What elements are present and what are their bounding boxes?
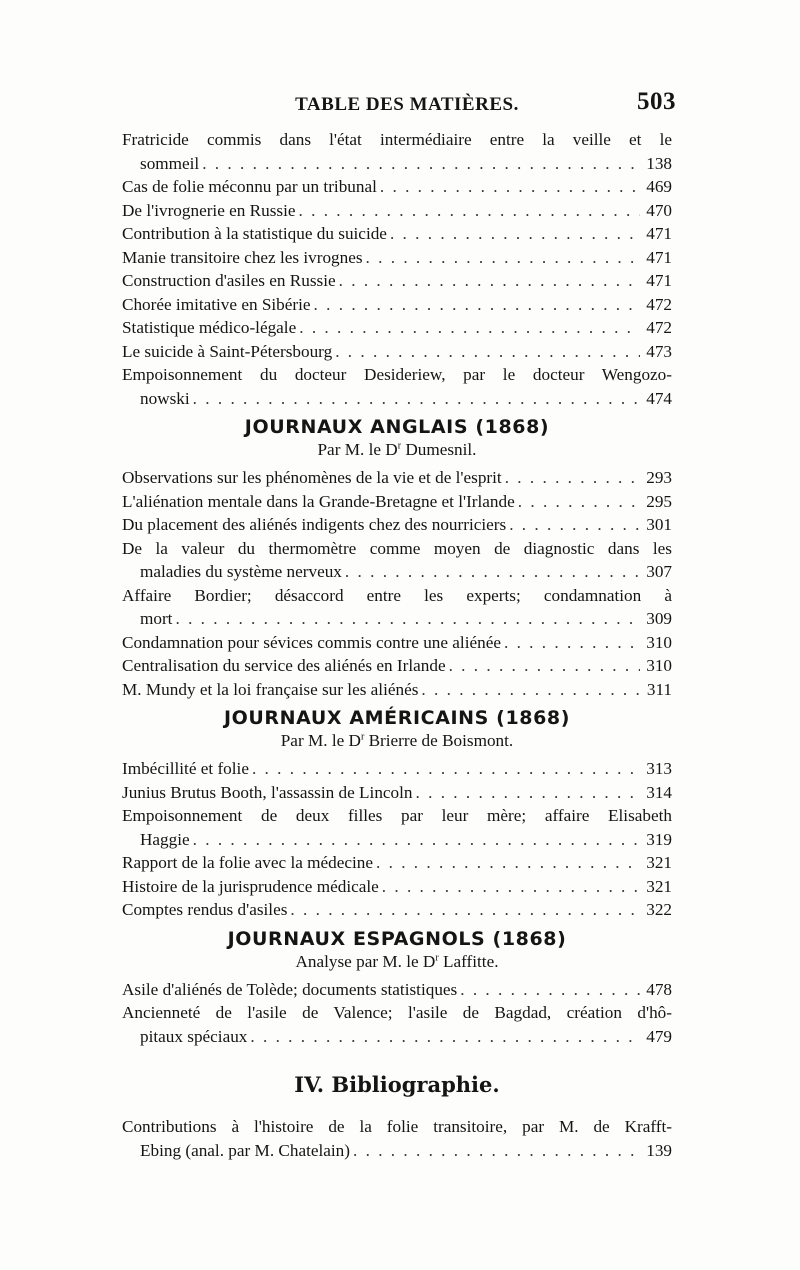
dot-leader <box>190 387 640 411</box>
toc-group-espagnols <box>122 978 672 1049</box>
toc-page-number: 307 <box>646 562 672 581</box>
toc-entry-text: Empoisonnement du docteur Desideriew, par le docteur Wengozo- <box>122 365 672 384</box>
dot-leader <box>190 828 640 852</box>
toc-page-number: 293 <box>646 468 672 487</box>
dot-leader <box>172 607 640 631</box>
toc-page-number: 478 <box>646 979 672 999</box>
toc-page-number: 479 <box>646 1026 672 1046</box>
toc-entry <box>122 781 672 805</box>
toc-entry <box>122 1115 672 1162</box>
dot-leader <box>501 631 640 655</box>
toc-entry <box>122 537 672 584</box>
toc-entry-text: Histoire de la jurisprudence médicale <box>122 876 379 896</box>
toc-entry-text: mort <box>140 609 173 628</box>
toc-entry-text: Asile d'aliénés de Tolède; documents statistiques <box>122 979 458 999</box>
toc-page-number: 321 <box>646 876 672 896</box>
toc-page-number: 138 <box>646 153 672 173</box>
toc-entry-text: Ebing (anal. par M. Chatelain) <box>140 1140 351 1160</box>
dot-leader <box>350 1139 640 1163</box>
toc-page-number: 474 <box>646 388 672 408</box>
dot-leader <box>296 316 640 340</box>
toc-entry-text: Affaire Bordier; désaccord entre les experts; condamnation à <box>122 585 672 605</box>
toc-page-number: 471 <box>646 247 672 267</box>
toc-page-number: 139 <box>646 1140 672 1160</box>
toc-group-bibliographie <box>122 1115 672 1162</box>
toc-entry-text: Le suicide à Saint-Pétersbourg <box>122 341 333 361</box>
dot-leader <box>336 269 640 293</box>
toc-entry <box>122 246 672 270</box>
toc-entry-text: Condamnation pour sévices commis contre une aliénée <box>122 632 501 652</box>
toc-entry <box>122 269 672 293</box>
toc-entry <box>122 875 672 899</box>
toc-entry-text: Imbécillité et folie <box>122 759 249 778</box>
toc-page-number: 472 <box>646 294 672 314</box>
toc-page-number: 314 <box>646 782 672 802</box>
toc-entry-text: Haggie <box>140 829 190 849</box>
dot-leader <box>311 293 640 317</box>
toc-entry <box>122 222 672 246</box>
toc-entry-text: De l'ivrognerie en Russie <box>122 200 296 220</box>
toc-entry <box>122 804 672 851</box>
toc-entry-text: Cas de folie méconnu par un tribunal <box>122 177 377 196</box>
toc-entry-text: Fratricide commis dans l'état intermédiaire entre la veille et le <box>122 130 672 149</box>
toc-group-americains <box>122 757 672 922</box>
toc-entry <box>122 466 672 490</box>
toc-entry-text: Empoisonnement de deux filles par leur mère; affaire Elisabeth <box>122 806 672 825</box>
running-title: TABLE DES MATIÈRES. <box>295 94 519 115</box>
toc-entry <box>122 128 672 175</box>
dot-leader <box>363 246 640 270</box>
toc-entry-text: pitaux spéciaux <box>140 1026 248 1046</box>
toc-page-number: 321 <box>646 853 672 872</box>
toc-entry-text: Observations sur les phénomènes de la vie et de l'esprit <box>122 468 502 487</box>
toc-entry-text: Statistique médico-légale <box>122 318 297 337</box>
dot-leader <box>457 978 640 1002</box>
section-author-americains: Par M. le $D^r$ Brierre de Boismont. <box>280 731 514 750</box>
toc-entry-text: Chorée imitative en Sibérie <box>122 294 311 314</box>
toc-entry <box>122 898 672 922</box>
toc-entry-text: Manie transitoire chez les ivrognes <box>122 247 363 267</box>
toc-entry <box>122 316 672 340</box>
section-title-espagnols: JOURNAUX ESPAGNOLS (1868) <box>227 927 567 950</box>
toc-entry-text: Contribution à la statistique du suicide <box>122 224 387 243</box>
toc-entry <box>122 678 672 702</box>
dot-leader <box>373 851 640 875</box>
dot-leader <box>287 898 640 922</box>
toc-page-number: 471 <box>646 271 672 290</box>
toc-entry <box>122 199 672 223</box>
toc-group-misc <box>122 128 672 410</box>
section-title-americains: JOURNAUX AMÉRICAINS (1868) <box>223 707 571 729</box>
toc-entry <box>122 1001 672 1048</box>
dot-leader <box>418 678 640 702</box>
bibliographie-title: IV. Bibliographie. <box>294 1072 500 1097</box>
toc-entry-text: nowski <box>140 388 190 408</box>
dot-leader <box>342 560 640 584</box>
toc-entry <box>122 584 672 631</box>
dot-leader <box>502 466 640 490</box>
toc-entry-text: Junius Brutus Booth, l'assassin de Lincoln <box>122 782 413 802</box>
dot-leader <box>377 175 640 199</box>
toc-entry <box>122 654 672 678</box>
dot-leader <box>515 490 640 514</box>
toc-entry-text: M. Mundy et la loi française sur les aliénés <box>122 679 419 699</box>
section-title-anglais: JOURNAUX ANGLAIS (1868) <box>244 416 550 438</box>
dot-leader <box>446 654 640 678</box>
toc-page-number: 469 <box>646 177 672 196</box>
toc-page-number: 301 <box>646 515 672 534</box>
toc-entry <box>122 631 672 655</box>
toc-entry-text: De la valeur du thermomètre comme moyen de diagnostic dans les <box>122 538 672 558</box>
toc-entry-text: maladies du système nerveux <box>140 562 342 581</box>
toc-group-anglais <box>122 466 672 701</box>
toc-entry-text: Du placement des aliénés indigents chez des nourriciers <box>122 515 507 534</box>
toc-entry <box>122 851 672 875</box>
toc-page-number: 309 <box>646 609 672 628</box>
toc-page-number: 310 <box>646 656 672 675</box>
toc-entry-text: sommeil <box>140 153 200 173</box>
toc-entry <box>122 175 672 199</box>
dot-leader <box>247 1025 640 1049</box>
dot-leader <box>379 875 640 899</box>
toc-entry <box>122 757 672 781</box>
toc-entry-text: Construction d'asiles en Russie <box>122 271 336 290</box>
dot-leader <box>413 781 640 805</box>
toc-page-number: 295 <box>646 491 672 511</box>
toc-entry <box>122 340 672 364</box>
dot-leader <box>249 757 640 781</box>
toc-entry-text: Comptes rendus d'asiles <box>122 900 288 919</box>
toc-entry <box>122 363 672 410</box>
toc-page-number: 472 <box>646 318 672 337</box>
toc-entry <box>122 490 672 514</box>
toc-entry-text: L'aliénation mentale dans la Grande-Bretagne et l'Irlande <box>122 491 515 511</box>
dot-leader <box>506 513 640 537</box>
dot-leader <box>387 222 640 246</box>
toc-entry <box>122 978 672 1002</box>
section-author-anglais: Par M. le $D^r$ Dumesnil. <box>317 440 477 459</box>
toc-entry-text: Ancienneté de l'asile de Valence; l'asile de Bagdad, création d'hô- <box>122 1003 672 1022</box>
section-author-espagnols: Analyse par M. le $D^r$ Laffitte. <box>295 951 499 971</box>
page-header <box>122 88 676 128</box>
dot-leader <box>199 152 640 176</box>
toc-entry-text: Centralisation du service des aliénés en Irlande <box>122 656 446 675</box>
toc-page-number: 313 <box>646 759 672 778</box>
page-number: 503 <box>637 88 676 115</box>
dot-leader <box>296 199 641 223</box>
toc-page-number: 311 <box>646 679 672 699</box>
toc-entry-text: Rapport de la folie avec la médecine <box>122 853 374 872</box>
toc-page-number: 471 <box>646 224 672 243</box>
toc-page-number: 473 <box>646 341 672 361</box>
toc-page-number: 319 <box>646 829 672 849</box>
toc-entry-text: Contributions à l'histoire de la folie transitoire, par M. de Krafft- <box>122 1117 672 1136</box>
toc-page-number: 322 <box>646 900 672 919</box>
toc-page-number: 470 <box>646 200 672 220</box>
toc-entry <box>122 513 672 537</box>
toc-page-number: 310 <box>646 632 672 652</box>
toc-entry <box>122 293 672 317</box>
dot-leader <box>332 340 640 364</box>
